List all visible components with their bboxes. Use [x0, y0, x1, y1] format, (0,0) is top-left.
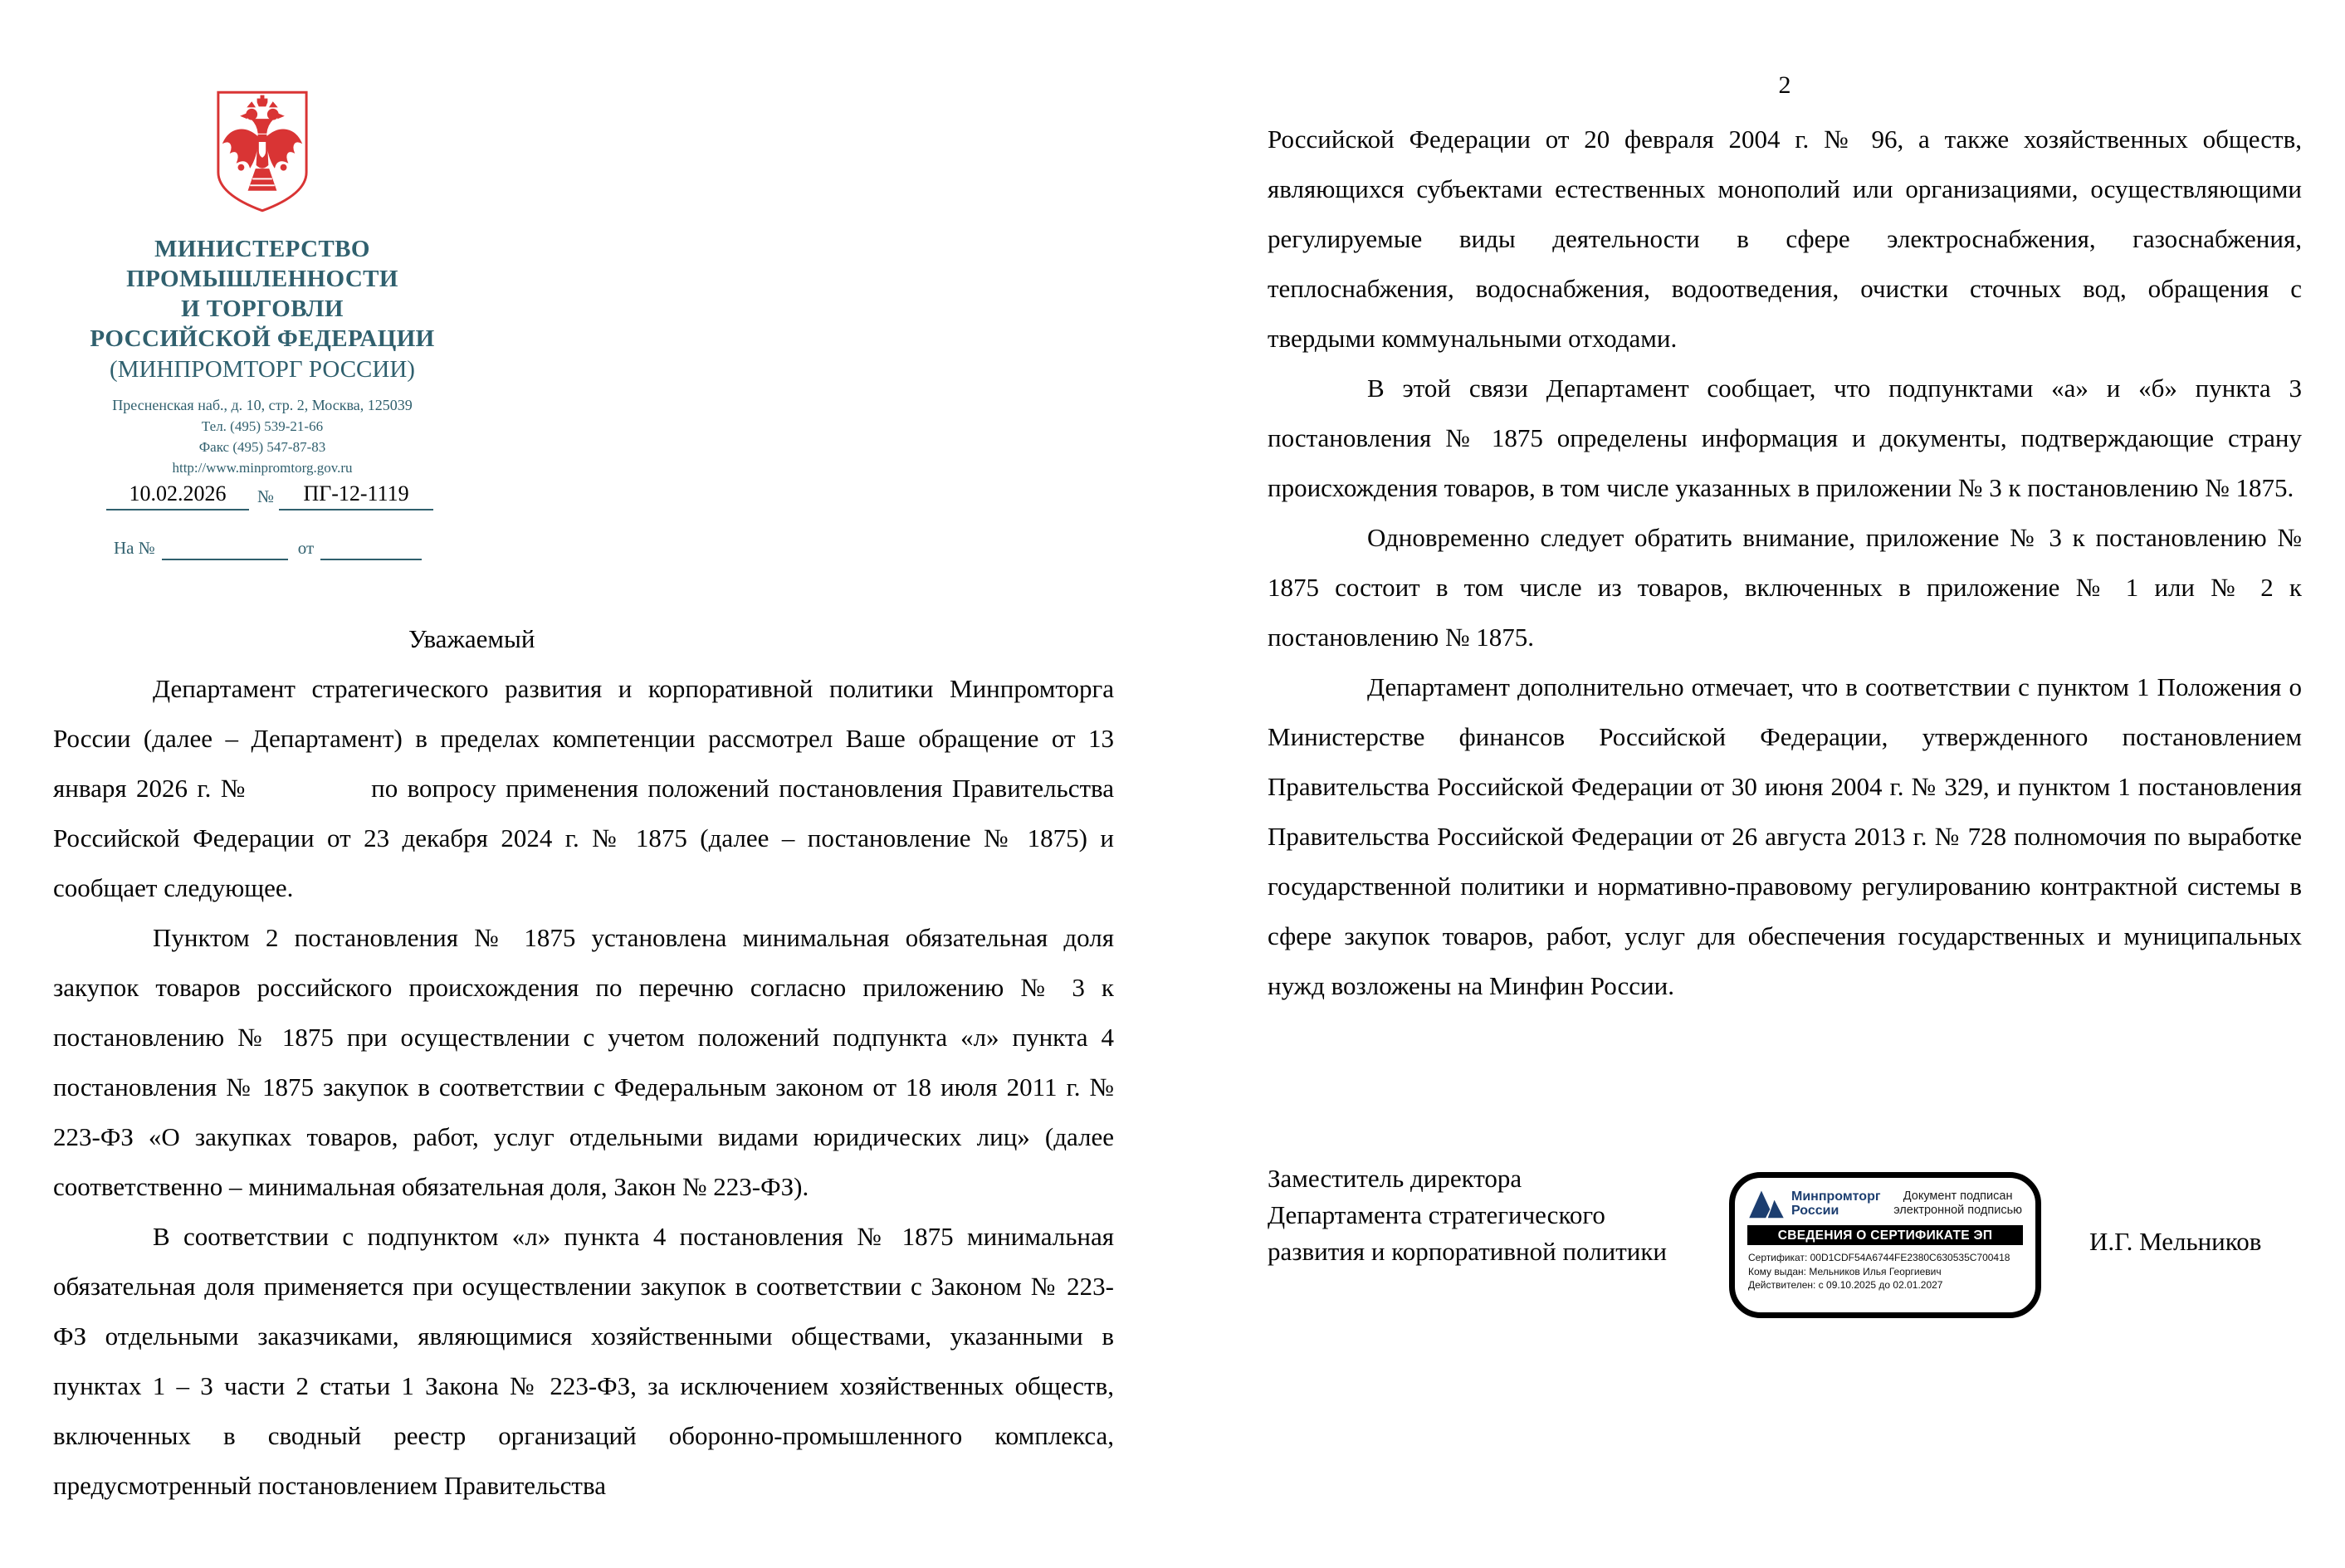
electronic-signature-stamp [1729, 1172, 2041, 1318]
date-and-number-row [60, 481, 465, 510]
paragraph: В соответствии с подпунктом «л» пункта 4 постановления № 1875 минимальная обязательная доля применяется при осуществлении закупок в соответствии с Законом № 223-ФЗ отдельными заказчиками, являющимися хозяйственными обществами, указанными в пунктах 1 – 3 части 2 статьи 1 Закона № 223-ФЗ, за исключением хозяйственных обществ, включенных в сводный реестр организаций оборонно-промышленного комплекса, предусмотренный постановлением Правительства [53, 1222, 1114, 1500]
stamp-org-name [1791, 1189, 1881, 1218]
ministry-fax: Факс (495) 547-87-83 [198, 439, 326, 455]
signer-position-line: Департамента стратегического [1268, 1200, 1605, 1229]
ministry-address: Пресненская наб., д. 10, стр. 2, Москва, 125039 [112, 397, 413, 413]
stamp-validity: Действителен: с 09.10.2025 до 02.01.2027 [1748, 1279, 1943, 1291]
signer-name: И.Г. Мельников [2089, 1227, 2262, 1256]
page1-body-text [53, 614, 1114, 1511]
reference-number-row [60, 538, 465, 560]
letter-number: ПГ-12-1119 [279, 481, 433, 510]
ministry-phone: Тел. (495) 539-21-66 [201, 418, 324, 434]
stamp-signed-line: электронной подписью [1893, 1204, 2022, 1217]
ministry-name-line: И ТОРГОВЛИ [181, 296, 344, 322]
letter-page-1 [0, 0, 1172, 1568]
ref-date-blank [320, 539, 422, 560]
ministry-letterhead [60, 86, 465, 478]
stamp-org-line: России [1791, 1204, 1839, 1218]
ministry-short-name: (МИНПРОМТОРГ РОССИИ) [110, 356, 415, 383]
stamp-signed-text [1893, 1189, 2025, 1219]
stamp-org-line: Минпромторг [1791, 1189, 1881, 1204]
page2-body-text [1268, 115, 2302, 1011]
ref-number-blank [162, 539, 288, 560]
stamp-header [1735, 1178, 2035, 1221]
signer-position-line: развития и корпоративной политики [1268, 1237, 1667, 1266]
stamp-issued-to: Кому выдан: Мельников Илья Георгиевич [1748, 1265, 1942, 1277]
paragraph: Департамент дополнительно отмечает, что в соответствии с пунктом 1 Положения о Министерстве финансов Российской Федерации, утвержденного постановлением Правительства Российской Федерации от 30 июня 2004 г. № 329, и пунктом 1 постановления Правительства Российской Федерации от 26 августа 2013 г. № 728 полномочия по выработке государственной политики и нормативно-правовому регулированию контрактной системы в сфере закупок товаров, работ, услуг для обеспечения государственных и муниципальных нужд возложены на Минфин России. [1268, 672, 2302, 1000]
ref-date-label: от [297, 538, 315, 558]
ministry-website: http://www.minpromtorg.gov.ru [172, 460, 353, 476]
stamp-certificate-bar: СВЕДЕНИЯ О СЕРТИФИКАТЕ ЭП [1747, 1225, 2023, 1245]
ministry-name-line: РОССИЙСКОЙ ФЕДЕРАЦИИ [90, 325, 435, 352]
number-sign-label: № [257, 486, 275, 506]
page-number: 2 [1778, 71, 1791, 99]
ref-number-label: На № [114, 538, 155, 558]
paragraph: Одновременно следует обратить внимание, приложение № 3 к постановлению № 1875 состоит в том числе из товаров, включенных в приложение № 1 или № 2 к постановлению № 1875. [1268, 523, 2302, 652]
signer-position [1268, 1160, 1766, 1270]
stamp-certificate-details [1735, 1245, 2035, 1292]
paragraph: В этой связи Департамент сообщает, что подпунктами «а» и «б» пункта 3 постановления № 1875 определены информация и документы, подтверждающие страну происхождения товаров, в том числе указанных в приложении № 3 к постановлению № 1875. [1268, 374, 2302, 502]
paragraph: Пунктом 2 постановления № 1875 установлена минимальная обязательная доля закупок товаров российского происхождения по перечню согласно приложению № 3 к постановлению № 1875 при осуществлении с учетом положений подпункта «л» пункта 4 постановления № 1875 закупок в соответствии с Федеральным законом от 18 июля 2011 г. № 223-ФЗ «О закупках товаров, работ, услуг отдельными видами юридических лиц» (далее соответственно – минимальная обязательная доля, Закон № 223-ФЗ). [53, 923, 1114, 1201]
minpromtorg-logo-icon [1748, 1188, 1785, 1219]
stamp-signed-line: Документ подписан [1903, 1189, 2013, 1203]
ministry-name-line: МИНИСТЕРСТВО [154, 236, 370, 262]
paragraph: Российской Федерации от 20 февраля 2004 г. № 96, а также хозяйственных обществ, являющихся субъектами естественных монополий или организациями, осуществляющими регулируемые виды деятельности в сфере электроснабжения, газоснабжения, теплоснабжения, водоснабжения, водоотведения, очистки сточных вод, обращения с твердыми коммунальными отходами. [1268, 125, 2302, 353]
letter-date: 10.02.2026 [106, 481, 249, 510]
coat-of-arms-emblem [213, 86, 311, 217]
ministry-name-line: ПРОМЫШЛЕННОСТИ [126, 266, 398, 292]
stamp-certificate-number: Сертификат: 00D1CDF54A6744FE2380C630535C700418 [1748, 1252, 2010, 1263]
paragraph: Департамент стратегического развития и корпоративной политики Минпромторга России (далее – Департамент) в пределах компетенции рассмотрел Ваше обращение от 13 января 2026 г. № по вопросу применения положений постановления Правительства Российской Федерации от 23 декабря 2024 г. № 1875 (далее – постановление № 1875) и сообщает следующее. [53, 674, 1114, 902]
double-headed-eagle-icon [213, 86, 311, 217]
greeting-line: Уважаемый [408, 624, 535, 653]
letter-page-2 [1173, 0, 2345, 1568]
signer-position-line: Заместитель директора [1268, 1164, 1522, 1193]
